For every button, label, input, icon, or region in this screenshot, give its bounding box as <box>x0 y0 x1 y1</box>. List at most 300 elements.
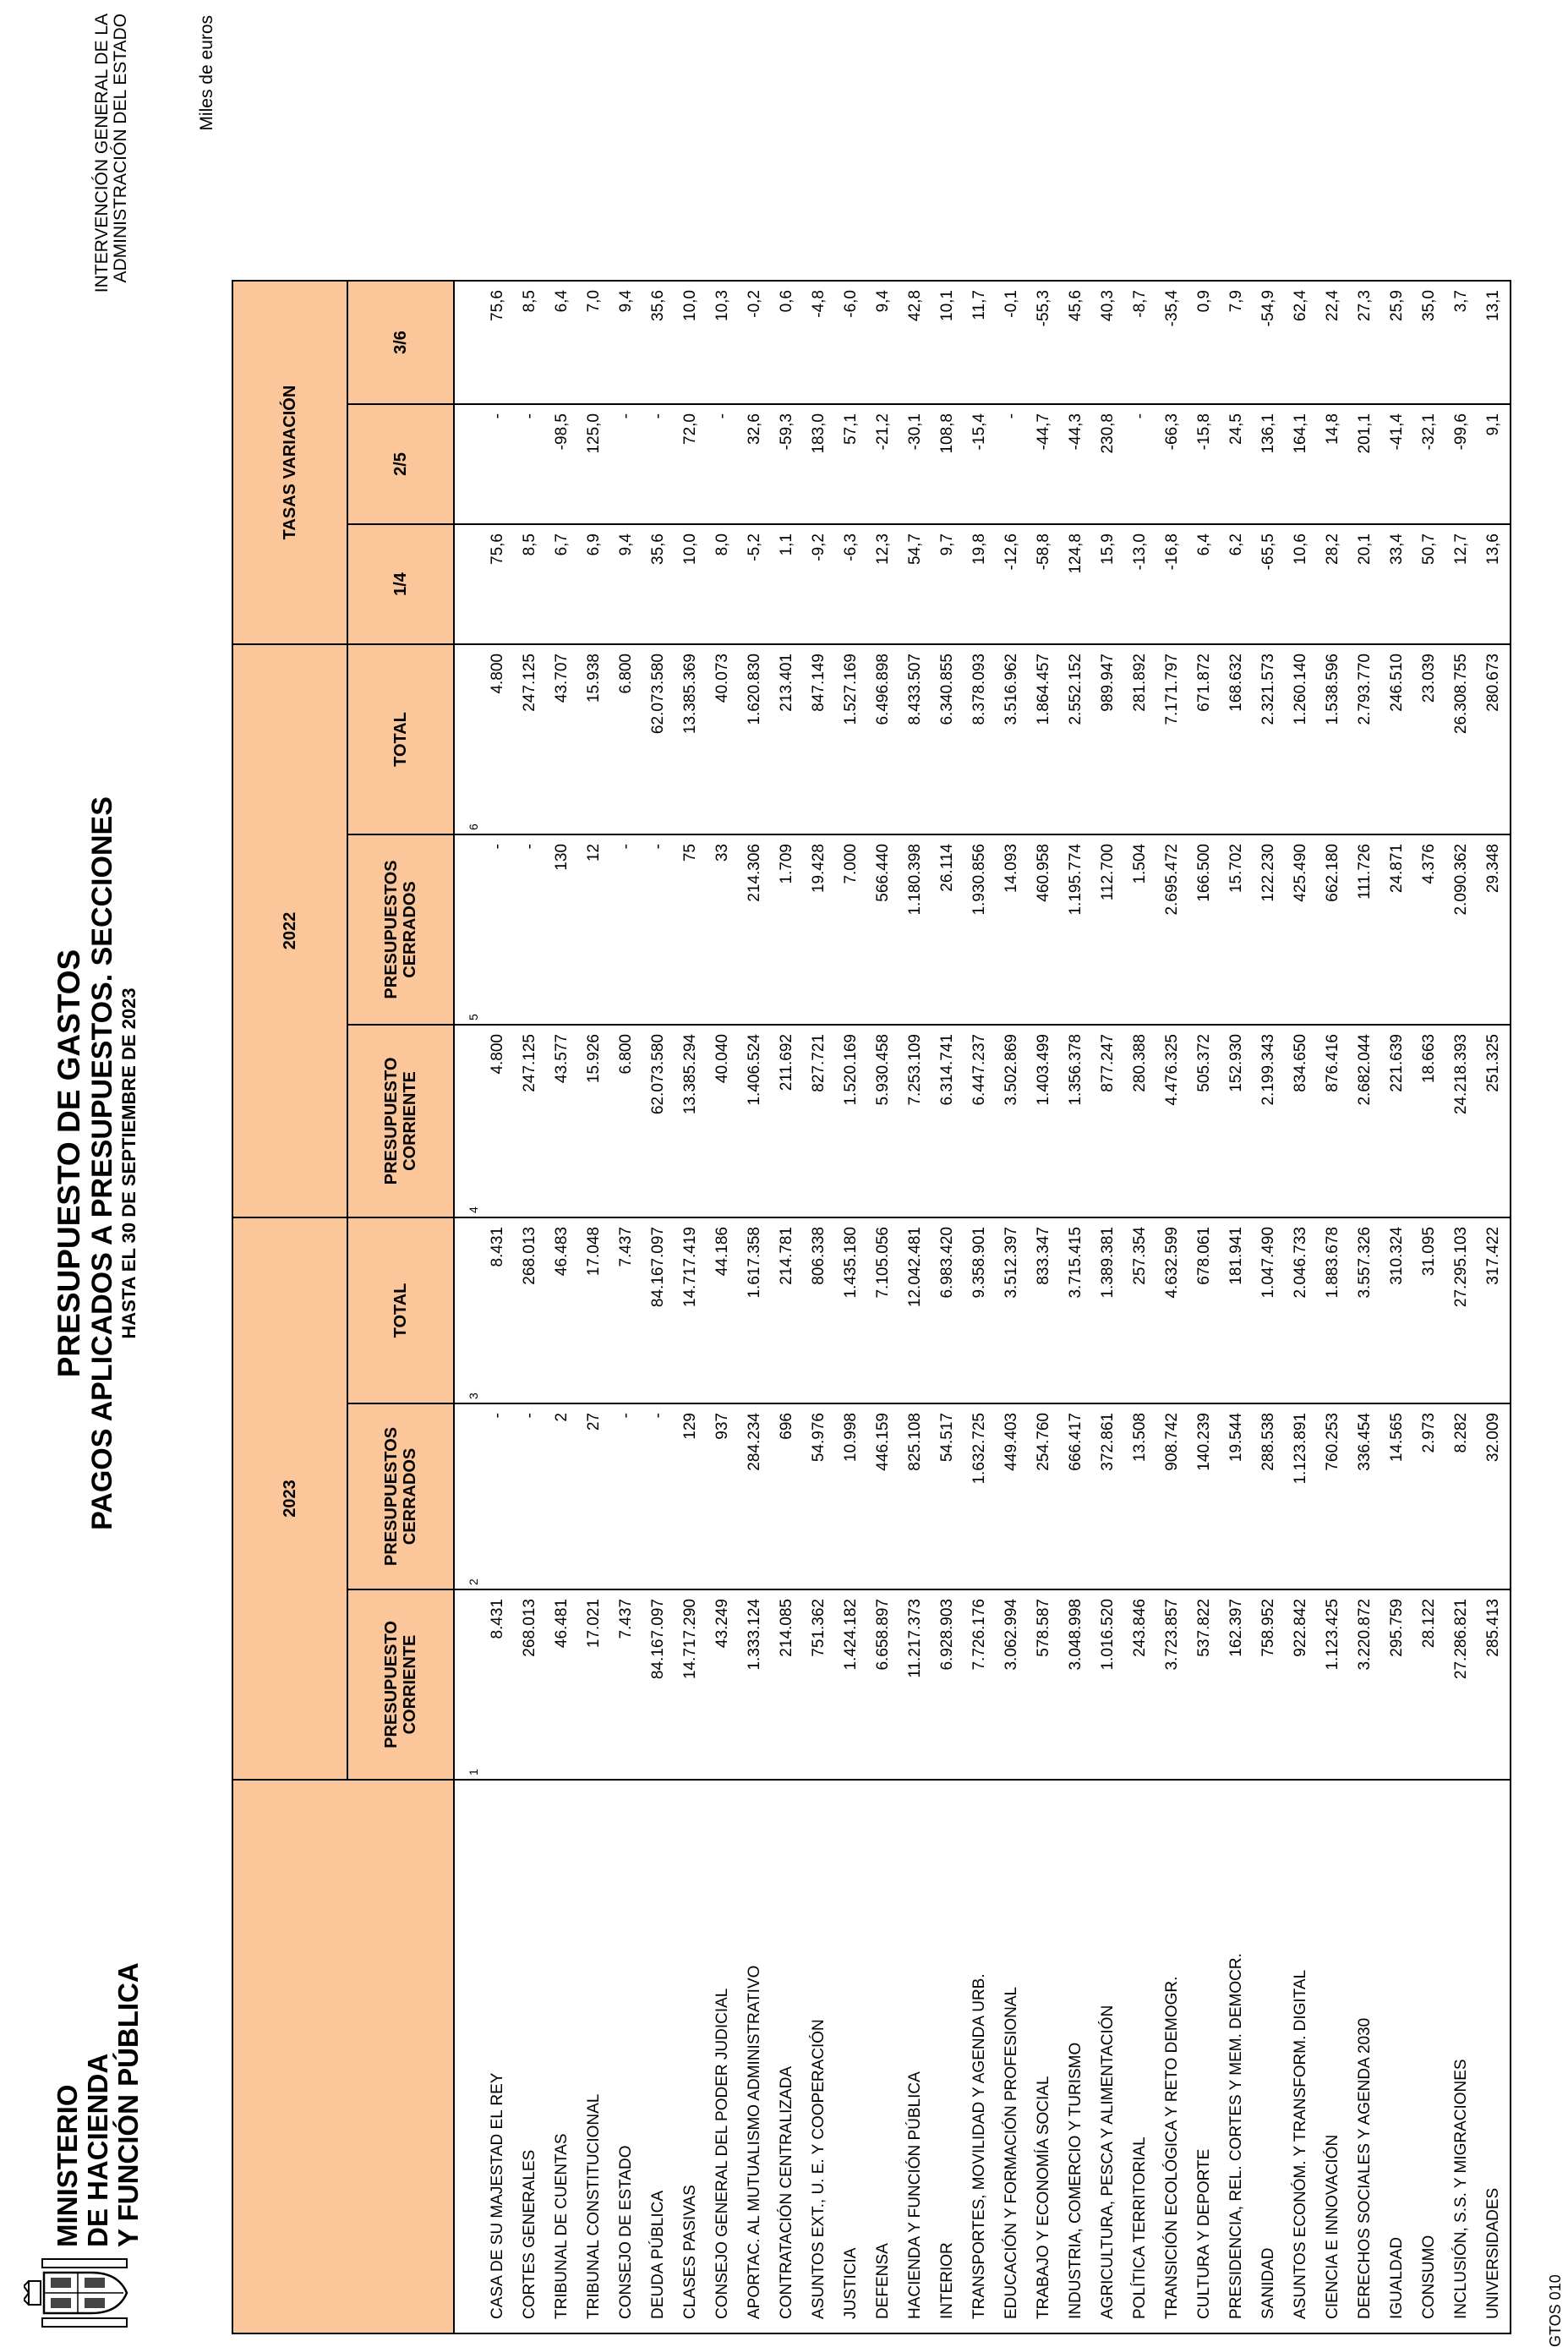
rate-1-4: 1,1 <box>771 524 803 644</box>
total-2023: 833.347 <box>1028 1217 1060 1403</box>
total-2022: 2.793.770 <box>1349 644 1381 834</box>
pres-cerrados-2022: - <box>642 834 675 1025</box>
total-2022: 2.321.573 <box>1253 644 1285 834</box>
table-row <box>1188 281 1221 2333</box>
pres-cerrados-2023: 1.632.725 <box>964 1403 996 1589</box>
pres-cerrados-2022: 29.348 <box>1478 834 1511 1025</box>
rate-1-4: 8,0 <box>707 524 739 644</box>
total-2023: 1.047.490 <box>1253 1217 1285 1403</box>
table-row <box>610 281 642 2333</box>
rate-1-4: 19,8 <box>964 524 996 644</box>
total-2022: 4.800 <box>482 644 514 834</box>
pres-cerrados-2022: 12 <box>578 834 610 1025</box>
table-row <box>1060 281 1092 2333</box>
total-2023: 214.781 <box>771 1217 803 1403</box>
total-2023: 7.437 <box>610 1217 642 1403</box>
pres-cerrados-2022: 15.702 <box>1221 834 1253 1025</box>
table-body <box>454 281 1511 2333</box>
pres-cerrados-2022: 566.440 <box>867 834 899 1025</box>
section-name: IGUALDAD <box>1381 1780 1413 2333</box>
pres-corriente-2022: 6.447.237 <box>964 1025 996 1217</box>
rate-2-5: -30,1 <box>899 404 932 524</box>
pres-cerrados-2022: 1.504 <box>1124 834 1156 1025</box>
rate-2-5: - <box>610 404 642 524</box>
rate-3-6: -54,9 <box>1253 281 1285 404</box>
col-header-total-2023: TOTAL <box>347 1217 454 1403</box>
rate-2-5: -32,1 <box>1413 404 1445 524</box>
table-row <box>578 281 610 2333</box>
rate-1-4: 6,4 <box>1188 524 1221 644</box>
pres-corriente-2022: 1.406.524 <box>739 1025 771 1217</box>
pres-corriente-2022: 13.385.294 <box>675 1025 707 1217</box>
total-2022: 40.073 <box>707 644 739 834</box>
pres-cerrados-2023: 2.973 <box>1413 1403 1445 1589</box>
rate-1-4: 50,7 <box>1413 524 1445 644</box>
pres-corriente-2022: 4.800 <box>482 1025 514 1217</box>
rate-2-5: -59,3 <box>771 404 803 524</box>
pres-corriente-2023: 243.846 <box>1124 1589 1156 1780</box>
total-2022: 7.171.797 <box>1156 644 1188 834</box>
total-2022: 168.632 <box>1221 644 1253 834</box>
pres-corriente-2022: 43.577 <box>546 1025 578 1217</box>
pres-corriente-2023: 1.424.182 <box>835 1589 867 1780</box>
pres-cerrados-2022: 111.726 <box>1349 834 1381 1025</box>
pres-cerrados-2022: 1.180.398 <box>899 834 932 1025</box>
section-name: CULTURA Y DEPORTE <box>1188 1780 1221 2333</box>
pres-cerrados-2022: 425.490 <box>1285 834 1317 1025</box>
rate-3-6: 10,0 <box>675 281 707 404</box>
section-name: APORTAC. AL MUTUALISMO ADMINISTRATIVO <box>739 1780 771 2333</box>
pres-corriente-2023: 43.249 <box>707 1589 739 1780</box>
rate-3-6: -4,8 <box>803 281 835 404</box>
total-2022: 671.872 <box>1188 644 1221 834</box>
pres-cerrados-2023: - <box>610 1403 642 1589</box>
table-row <box>546 281 578 2333</box>
year-2023-header: 2023 <box>232 1217 347 1780</box>
pres-cerrados-2022: 214.306 <box>739 834 771 1025</box>
pres-corriente-2023: 268.013 <box>514 1589 546 1780</box>
pres-cerrados-2023: 2 <box>546 1403 578 1589</box>
column-number-blank <box>454 281 482 404</box>
pres-cerrados-2022: - <box>514 834 546 1025</box>
section-header <box>232 1780 454 2333</box>
column-number: 6 <box>454 644 482 834</box>
rate-3-6: 7,9 <box>1221 281 1253 404</box>
pres-corriente-2023: 7.726.176 <box>964 1589 996 1780</box>
rate-1-4: 54,7 <box>899 524 932 644</box>
col-header-total-2022: TOTAL <box>347 644 454 834</box>
pres-corriente-2023: 14.717.290 <box>675 1589 707 1780</box>
total-2022: 989.947 <box>1092 644 1124 834</box>
rate-1-4: 12,7 <box>1445 524 1478 644</box>
total-2022: 1.527.169 <box>835 644 867 834</box>
pres-cerrados-2022: 26.114 <box>932 834 964 1025</box>
total-2023: 678.061 <box>1188 1217 1221 1403</box>
rate-1-4: 28,2 <box>1317 524 1349 644</box>
pres-corriente-2023: 758.952 <box>1253 1589 1285 1780</box>
total-2022: 1.260.140 <box>1285 644 1317 834</box>
column-number: 2 <box>454 1403 482 1589</box>
total-2022: 246.510 <box>1381 644 1413 834</box>
pres-corriente-2022: 247.125 <box>514 1025 546 1217</box>
year-2022-header: 2022 <box>232 644 347 1217</box>
pres-corriente-2022: 6.314.741 <box>932 1025 964 1217</box>
pres-corriente-2023: 578.587 <box>1028 1589 1060 1780</box>
total-2022: 3.516.962 <box>996 644 1028 834</box>
pres-cerrados-2023: 54.517 <box>932 1403 964 1589</box>
pres-corriente-2022: 211.692 <box>771 1025 803 1217</box>
rate-3-6: 27,3 <box>1349 281 1381 404</box>
pres-cerrados-2023: 372.861 <box>1092 1403 1124 1589</box>
total-2023: 14.717.419 <box>675 1217 707 1403</box>
pres-corriente-2022: 834.650 <box>1285 1025 1317 1217</box>
table-row <box>707 281 739 2333</box>
section-name: TRIBUNAL DE CUENTAS <box>546 1780 578 2333</box>
rate-3-6: -0,2 <box>739 281 771 404</box>
rate-3-6: 6,4 <box>546 281 578 404</box>
rate-3-6: 9,4 <box>610 281 642 404</box>
rate-2-5: 72,0 <box>675 404 707 524</box>
rate-1-4: 12,3 <box>867 524 899 644</box>
pres-cerrados-2023: 27 <box>578 1403 610 1589</box>
section-name: CONSEJO GENERAL DEL PODER JUDICIAL <box>707 1780 739 2333</box>
rate-2-5: -21,2 <box>867 404 899 524</box>
rate-3-6: 40,3 <box>1092 281 1124 404</box>
total-2022: 2.552.152 <box>1060 644 1092 834</box>
rate-1-4: 33,4 <box>1381 524 1413 644</box>
rate-2-5: 57,1 <box>835 404 867 524</box>
table-row <box>1092 281 1124 2333</box>
pres-corriente-2022: 40.040 <box>707 1025 739 1217</box>
ministry-line-1: MINISTERIO <box>52 2084 83 2247</box>
pres-corriente-2023: 537.822 <box>1188 1589 1221 1780</box>
rate-3-6: 10,1 <box>932 281 964 404</box>
total-2023: 2.046.733 <box>1285 1217 1317 1403</box>
rate-2-5: 32,6 <box>739 404 771 524</box>
rate-2-5: - <box>1124 404 1156 524</box>
pres-corriente-2023: 285.413 <box>1478 1589 1511 1780</box>
total-2023: 12.042.481 <box>899 1217 932 1403</box>
column-number: 1 <box>454 1589 482 1780</box>
rate-1-4: 124,8 <box>1060 524 1092 644</box>
total-2023: 8.431 <box>482 1217 514 1403</box>
rate-3-6: 0,6 <box>771 281 803 404</box>
rate-3-6: -35,4 <box>1156 281 1188 404</box>
rate-1-4: -65,5 <box>1253 524 1285 644</box>
rate-2-5: - <box>514 404 546 524</box>
agency-line-2: ADMINISTRACIÓN DEL ESTADO <box>111 14 130 283</box>
total-2023: 181.941 <box>1221 1217 1253 1403</box>
col-header-corriente-2023: PRESUPUESTO CORRIENTE <box>347 1589 454 1780</box>
pres-cerrados-2022: 1.709 <box>771 834 803 1025</box>
pres-corriente-2023: 7.437 <box>610 1589 642 1780</box>
rate-1-4: 10,0 <box>675 524 707 644</box>
total-2023: 84.167.097 <box>642 1217 675 1403</box>
rate-2-5: -44,3 <box>1060 404 1092 524</box>
section-name: TRANSICIÓN ECOLÓGICA Y RETO DEMOGR. <box>1156 1780 1188 2333</box>
rate-2-5: - <box>707 404 739 524</box>
total-2022: 247.125 <box>514 644 546 834</box>
rate-1-4: -16,8 <box>1156 524 1188 644</box>
pres-corriente-2023: 214.085 <box>771 1589 803 1780</box>
rate-2-5: 164,1 <box>1285 404 1317 524</box>
rate-1-4: 20,1 <box>1349 524 1381 644</box>
section-name: EDUCACIÓN Y FORMACIÓN PROFESIONAL <box>996 1780 1028 2333</box>
pres-corriente-2023: 6.928.903 <box>932 1589 964 1780</box>
col-header-rate-2-5: 2/5 <box>347 404 454 524</box>
rate-2-5: 230,8 <box>1092 404 1124 524</box>
rate-2-5: 136,1 <box>1253 404 1285 524</box>
rate-1-4: -9,2 <box>803 524 835 644</box>
pres-corriente-2023: 6.658.897 <box>867 1589 899 1780</box>
total-2022: 1.864.457 <box>1028 644 1060 834</box>
rate-3-6: -6,0 <box>835 281 867 404</box>
total-2022: 13.385.369 <box>675 644 707 834</box>
rate-3-6: 42,8 <box>899 281 932 404</box>
pres-cerrados-2023: - <box>482 1403 514 1589</box>
table-row <box>1028 281 1060 2333</box>
rate-1-4: 9,7 <box>932 524 964 644</box>
column-number: 5 <box>454 834 482 1025</box>
pres-cerrados-2023: 32.009 <box>1478 1403 1511 1589</box>
pres-corriente-2023: 28.122 <box>1413 1589 1445 1780</box>
section-name: AGRICULTURA, PESCA Y ALIMENTACIÓN <box>1092 1780 1124 2333</box>
pres-cerrados-2023: 825.108 <box>899 1403 932 1589</box>
table-row <box>514 281 546 2333</box>
rate-2-5: -15,8 <box>1188 404 1221 524</box>
total-2023: 46.483 <box>546 1217 578 1403</box>
pres-cerrados-2022: 1.930.856 <box>964 834 996 1025</box>
pres-corriente-2022: 4.476.325 <box>1156 1025 1188 1217</box>
total-2023: 3.715.415 <box>1060 1217 1092 1403</box>
rate-3-6: 10,3 <box>707 281 739 404</box>
pres-cerrados-2022: 24.871 <box>1381 834 1413 1025</box>
section-name: TRANSPORTES, MOVILIDAD Y AGENDA URB. <box>964 1780 996 2333</box>
rate-3-6: 25,9 <box>1381 281 1413 404</box>
pres-corriente-2022: 1.403.499 <box>1028 1025 1060 1217</box>
section-name: INDUSTRIA, COMERCIO Y TURISMO <box>1060 1780 1092 2333</box>
pres-corriente-2023: 17.021 <box>578 1589 610 1780</box>
rate-1-4: 15,9 <box>1092 524 1124 644</box>
rate-1-4: 8,5 <box>514 524 546 644</box>
rate-2-5: 183,0 <box>803 404 835 524</box>
section-name: INCLUSIÓN, S.S. Y MIGRACIONES <box>1445 1780 1478 2333</box>
pres-cerrados-2023: 13.508 <box>1124 1403 1156 1589</box>
pres-corriente-2023: 3.220.872 <box>1349 1589 1381 1780</box>
pres-cerrados-2023: 666.417 <box>1060 1403 1092 1589</box>
pres-cerrados-2022: 112.700 <box>1092 834 1124 1025</box>
rate-1-4: -5,2 <box>739 524 771 644</box>
pres-corriente-2023: 751.362 <box>803 1589 835 1780</box>
pres-cerrados-2023: 336.454 <box>1349 1403 1381 1589</box>
rate-2-5: 201,1 <box>1349 404 1381 524</box>
pres-cerrados-2022: 662.180 <box>1317 834 1349 1025</box>
section-name: DEUDA PÚBLICA <box>642 1780 675 2333</box>
pres-corriente-2022: 152.930 <box>1221 1025 1253 1217</box>
table-row <box>835 281 867 2333</box>
rates-header: TASAS VARIACIÓN <box>232 281 347 644</box>
rate-3-6: 13,1 <box>1478 281 1511 404</box>
total-2022: 23.039 <box>1413 644 1445 834</box>
table-row <box>932 281 964 2333</box>
total-2023: 7.105.056 <box>867 1217 899 1403</box>
rate-1-4: 6,9 <box>578 524 610 644</box>
table-row <box>1349 281 1381 2333</box>
total-2023: 31.095 <box>1413 1217 1445 1403</box>
pres-corriente-2023: 295.759 <box>1381 1589 1413 1780</box>
pres-cerrados-2022: 1.195.774 <box>1060 834 1092 1025</box>
total-2023: 27.295.103 <box>1445 1217 1478 1403</box>
pres-cerrados-2023: 19.544 <box>1221 1403 1253 1589</box>
rate-2-5: 125,0 <box>578 404 610 524</box>
expenditure-table <box>232 280 1511 2334</box>
section-name: CONSEJO DE ESTADO <box>610 1780 642 2333</box>
pres-corriente-2022: 5.930.458 <box>867 1025 899 1217</box>
pres-corriente-2023: 11.217.373 <box>899 1589 932 1780</box>
pres-cerrados-2023: 8.282 <box>1445 1403 1478 1589</box>
table-row <box>1317 281 1349 2333</box>
section-name: HACIENDA Y FUNCIÓN PÚBLICA <box>899 1780 932 2333</box>
pres-corriente-2022: 221.639 <box>1381 1025 1413 1217</box>
column-number: 4 <box>454 1025 482 1217</box>
table-row <box>899 281 932 2333</box>
pres-cerrados-2023: 54.976 <box>803 1403 835 1589</box>
total-2022: 1.538.596 <box>1317 644 1349 834</box>
table-row <box>1156 281 1188 2333</box>
total-2023: 44.186 <box>707 1217 739 1403</box>
pres-cerrados-2022: 4.376 <box>1413 834 1445 1025</box>
pres-corriente-2022: 18.663 <box>1413 1025 1445 1217</box>
pres-corriente-2023: 27.286.821 <box>1445 1589 1478 1780</box>
section-name: TRIBUNAL CONSTITUCIONAL <box>578 1780 610 2333</box>
section-name: JUSTICIA <box>835 1780 867 2333</box>
pres-cerrados-2023: 288.538 <box>1253 1403 1285 1589</box>
pres-corriente-2022: 2.682.044 <box>1349 1025 1381 1217</box>
pres-cerrados-2023: 140.239 <box>1188 1403 1221 1589</box>
rate-2-5: -98,5 <box>546 404 578 524</box>
total-2022: 280.673 <box>1478 644 1511 834</box>
section-name: ASUNTOS EXT., U. E. Y COOPERACIÓN <box>803 1780 835 2333</box>
pres-cerrados-2023: 10.998 <box>835 1403 867 1589</box>
pres-cerrados-2023: 446.159 <box>867 1403 899 1589</box>
pres-corriente-2022: 251.325 <box>1478 1025 1511 1217</box>
pres-corriente-2023: 162.397 <box>1221 1589 1253 1780</box>
total-2023: 268.013 <box>514 1217 546 1403</box>
pres-cerrados-2023: 696 <box>771 1403 803 1589</box>
total-2022: 15.938 <box>578 644 610 834</box>
pres-corriente-2022: 876.416 <box>1317 1025 1349 1217</box>
pres-corriente-2022: 7.253.109 <box>899 1025 932 1217</box>
table-row <box>771 281 803 2333</box>
section-name: ASUNTOS ECONÓM. Y TRANSFORM. DIGITAL <box>1285 1780 1317 2333</box>
pres-cerrados-2022: 2.090.362 <box>1445 834 1478 1025</box>
section-name: CONSUMO <box>1413 1780 1445 2333</box>
rate-2-5: 9,1 <box>1478 404 1511 524</box>
rate-1-4: 9,4 <box>610 524 642 644</box>
table-row <box>803 281 835 2333</box>
total-2022: 847.149 <box>803 644 835 834</box>
rate-1-4: 6,2 <box>1221 524 1253 644</box>
total-2023: 310.324 <box>1381 1217 1413 1403</box>
total-2022: 8.378.093 <box>964 644 996 834</box>
rate-3-6: -0,1 <box>996 281 1028 404</box>
pres-corriente-2023: 3.062.994 <box>996 1589 1028 1780</box>
section-name: TRABAJO Y ECONOMÍA SOCIAL <box>1028 1780 1060 2333</box>
pres-cerrados-2022: 75 <box>675 834 707 1025</box>
agency-line-1: INTERVENCIÓN GENERAL DE LA <box>92 14 112 293</box>
pres-cerrados-2022: 460.958 <box>1028 834 1060 1025</box>
title-block <box>52 656 140 1671</box>
total-2023: 1.389.381 <box>1092 1217 1124 1403</box>
total-2022: 62.073.580 <box>642 644 675 834</box>
total-2023: 3.512.397 <box>996 1217 1028 1403</box>
pres-corriente-2023: 1.123.425 <box>1317 1589 1349 1780</box>
table-row <box>1445 281 1478 2333</box>
pres-cerrados-2022: 19.428 <box>803 834 835 1025</box>
table-row <box>1124 281 1156 2333</box>
table-row <box>867 281 899 2333</box>
rate-1-4: -58,8 <box>1028 524 1060 644</box>
ministry-name <box>52 1962 144 2247</box>
section-name: CIENCIA E INNOVACIÓN <box>1317 1780 1349 2333</box>
section-name: POLÍTICA TERRITORIAL <box>1124 1780 1156 2333</box>
rate-3-6: -8,7 <box>1124 281 1156 404</box>
total-2022: 213.401 <box>771 644 803 834</box>
pres-cerrados-2022: 14.093 <box>996 834 1028 1025</box>
rate-1-4: 10,6 <box>1285 524 1317 644</box>
table-row <box>642 281 675 2333</box>
rate-3-6: 35,6 <box>642 281 675 404</box>
rate-1-4: 75,6 <box>482 524 514 644</box>
units-label: Miles de euros <box>197 15 216 131</box>
ministry-line-2: DE HACIENDA <box>82 2053 113 2247</box>
pres-cerrados-2023: 254.760 <box>1028 1403 1060 1589</box>
total-2023: 1.883.678 <box>1317 1217 1349 1403</box>
total-2023: 806.338 <box>803 1217 835 1403</box>
rate-2-5: 108,8 <box>932 404 964 524</box>
pres-corriente-2022: 3.502.869 <box>996 1025 1028 1217</box>
section-name: INTERIOR <box>932 1780 964 2333</box>
total-2023: 4.632.599 <box>1156 1217 1188 1403</box>
rate-1-4: -13,0 <box>1124 524 1156 644</box>
table-row <box>964 281 996 2333</box>
pres-cerrados-2023: 449.403 <box>996 1403 1028 1589</box>
rate-2-5: -44,7 <box>1028 404 1060 524</box>
pres-cerrados-2023: - <box>514 1403 546 1589</box>
col-header-cerrados-2023: PRESUPUESTOS CERRADOS <box>347 1403 454 1589</box>
rate-3-6: 9,4 <box>867 281 899 404</box>
table-row <box>1285 281 1317 2333</box>
pres-corriente-2023: 84.167.097 <box>642 1589 675 1780</box>
total-2022: 1.620.830 <box>739 644 771 834</box>
total-2022: 26.308.755 <box>1445 644 1478 834</box>
pres-cerrados-2022: 130 <box>546 834 578 1025</box>
rate-1-4: 6,7 <box>546 524 578 644</box>
col-header-cerrados-2022: PRESUPUESTOS CERRADOS <box>347 834 454 1025</box>
section-name: UNIVERSIDADES <box>1478 1780 1511 2333</box>
column-number-blank <box>454 1780 482 2333</box>
col-header-corriente-2022: PRESUPUESTO CORRIENTE <box>347 1025 454 1217</box>
pres-cerrados-2022: 2.695.472 <box>1156 834 1188 1025</box>
pres-corriente-2022: 24.218.393 <box>1445 1025 1478 1217</box>
footer-code: GTOS 010 <box>1547 2274 1564 2347</box>
rate-3-6: 7,0 <box>578 281 610 404</box>
agency-name <box>93 14 130 436</box>
table-row <box>1221 281 1253 2333</box>
pres-corriente-2022: 1.356.378 <box>1060 1025 1092 1217</box>
pres-cerrados-2022: - <box>610 834 642 1025</box>
col-header-rate-1-4: 1/4 <box>347 524 454 644</box>
